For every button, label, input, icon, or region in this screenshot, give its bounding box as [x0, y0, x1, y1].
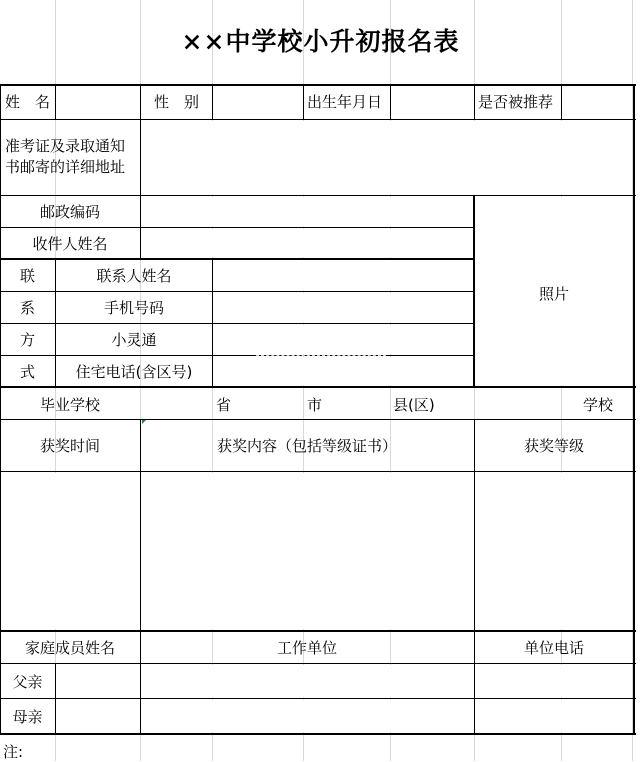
border-line [0, 291, 474, 292]
border-line [0, 419, 636, 420]
note-label: 注: [3, 743, 24, 761]
border-line [0, 227, 474, 228]
selection-marquee [256, 355, 386, 356]
postal-code-label: 邮政编码 [39, 203, 100, 221]
recipient-input[interactable] [142, 229, 472, 257]
mobile-input[interactable] [214, 293, 472, 322]
family-name-label: 家庭成员姓名 [24, 639, 115, 657]
address-label: 准考证及录取通知书邮寄的详细地址 [5, 137, 126, 176]
father-name-input[interactable] [57, 665, 139, 697]
school-label: 学校 [583, 396, 614, 414]
graduated-school-label: 毕业学校 [39, 396, 100, 414]
work-unit-label: 工作单位 [276, 639, 337, 657]
mother-work-unit-input[interactable] [142, 700, 473, 732]
form-title: ××中学校小升初报名表 [181, 27, 460, 56]
father-work-unit-input[interactable] [142, 665, 473, 697]
award-content-input[interactable] [142, 473, 473, 629]
postal-code-input[interactable] [142, 197, 472, 226]
home-phone-input[interactable] [214, 357, 472, 385]
province-input[interactable] [142, 388, 212, 418]
border-line [55, 663, 56, 733]
recommended-label: 是否被推荐 [478, 93, 554, 111]
border-line [212, 258, 213, 386]
gender-label: 性 别 [154, 93, 200, 111]
award-time-input[interactable] [2, 473, 139, 629]
border-line [390, 84, 391, 119]
city-label: 市 [307, 396, 323, 414]
name-input[interactable] [57, 86, 139, 118]
border-line [303, 84, 304, 119]
county-label: 县(区) [393, 396, 435, 414]
school-input[interactable] [475, 388, 580, 418]
phs-label: 小灵通 [111, 331, 157, 349]
contact-person-input[interactable] [214, 260, 472, 290]
border-line [0, 733, 636, 735]
border-line [140, 119, 141, 195]
border-line [0, 630, 636, 632]
border-line [212, 84, 213, 119]
border-line [474, 84, 475, 119]
contact-char: 方 [19, 331, 35, 349]
mother-name-input[interactable] [57, 700, 139, 732]
birthdate-label: 出生年月日 [307, 93, 383, 111]
cell-comment-marker [142, 420, 146, 424]
border-line [0, 471, 636, 472]
award-level-input[interactable] [476, 473, 632, 629]
unit-phone-label: 单位电话 [523, 639, 584, 657]
mother-label: 母亲 [12, 708, 43, 726]
mother-unit-phone-input[interactable] [476, 700, 632, 732]
recommended-input[interactable] [563, 86, 632, 118]
border-line [0, 698, 636, 699]
name-label: 姓 名 [5, 93, 51, 111]
gender-input[interactable] [214, 86, 302, 118]
contact-char: 联 [19, 267, 35, 285]
photo-label: 照片 [538, 285, 569, 303]
address-input[interactable] [142, 121, 632, 194]
contact-char: 系 [19, 299, 35, 317]
award-time-label: 获奖时间 [39, 437, 100, 455]
border-line [0, 119, 636, 120]
border-line [0, 323, 474, 324]
father-unit-phone-input[interactable] [476, 665, 632, 697]
border-line [55, 84, 56, 119]
border-line [0, 355, 474, 356]
award-level-label: 获奖等级 [523, 437, 584, 455]
border-line [140, 195, 141, 258]
birthdate-input[interactable] [392, 86, 473, 118]
contact-char: 式 [19, 363, 35, 381]
border-line [0, 663, 636, 664]
province-label: 省 [216, 396, 232, 414]
father-label: 父亲 [12, 673, 43, 691]
recipient-label: 收件人姓名 [32, 235, 108, 253]
border-line [561, 84, 562, 119]
contact-person-label: 联系人姓名 [96, 267, 172, 285]
phs-input[interactable] [214, 325, 472, 354]
mobile-label: 手机号码 [103, 299, 164, 317]
border-line [0, 195, 636, 196]
award-content-label: 获奖内容（包括等级证书） [216, 437, 397, 455]
border-line [140, 84, 141, 119]
home-phone-label: 住宅电话(含区号) [75, 363, 193, 381]
